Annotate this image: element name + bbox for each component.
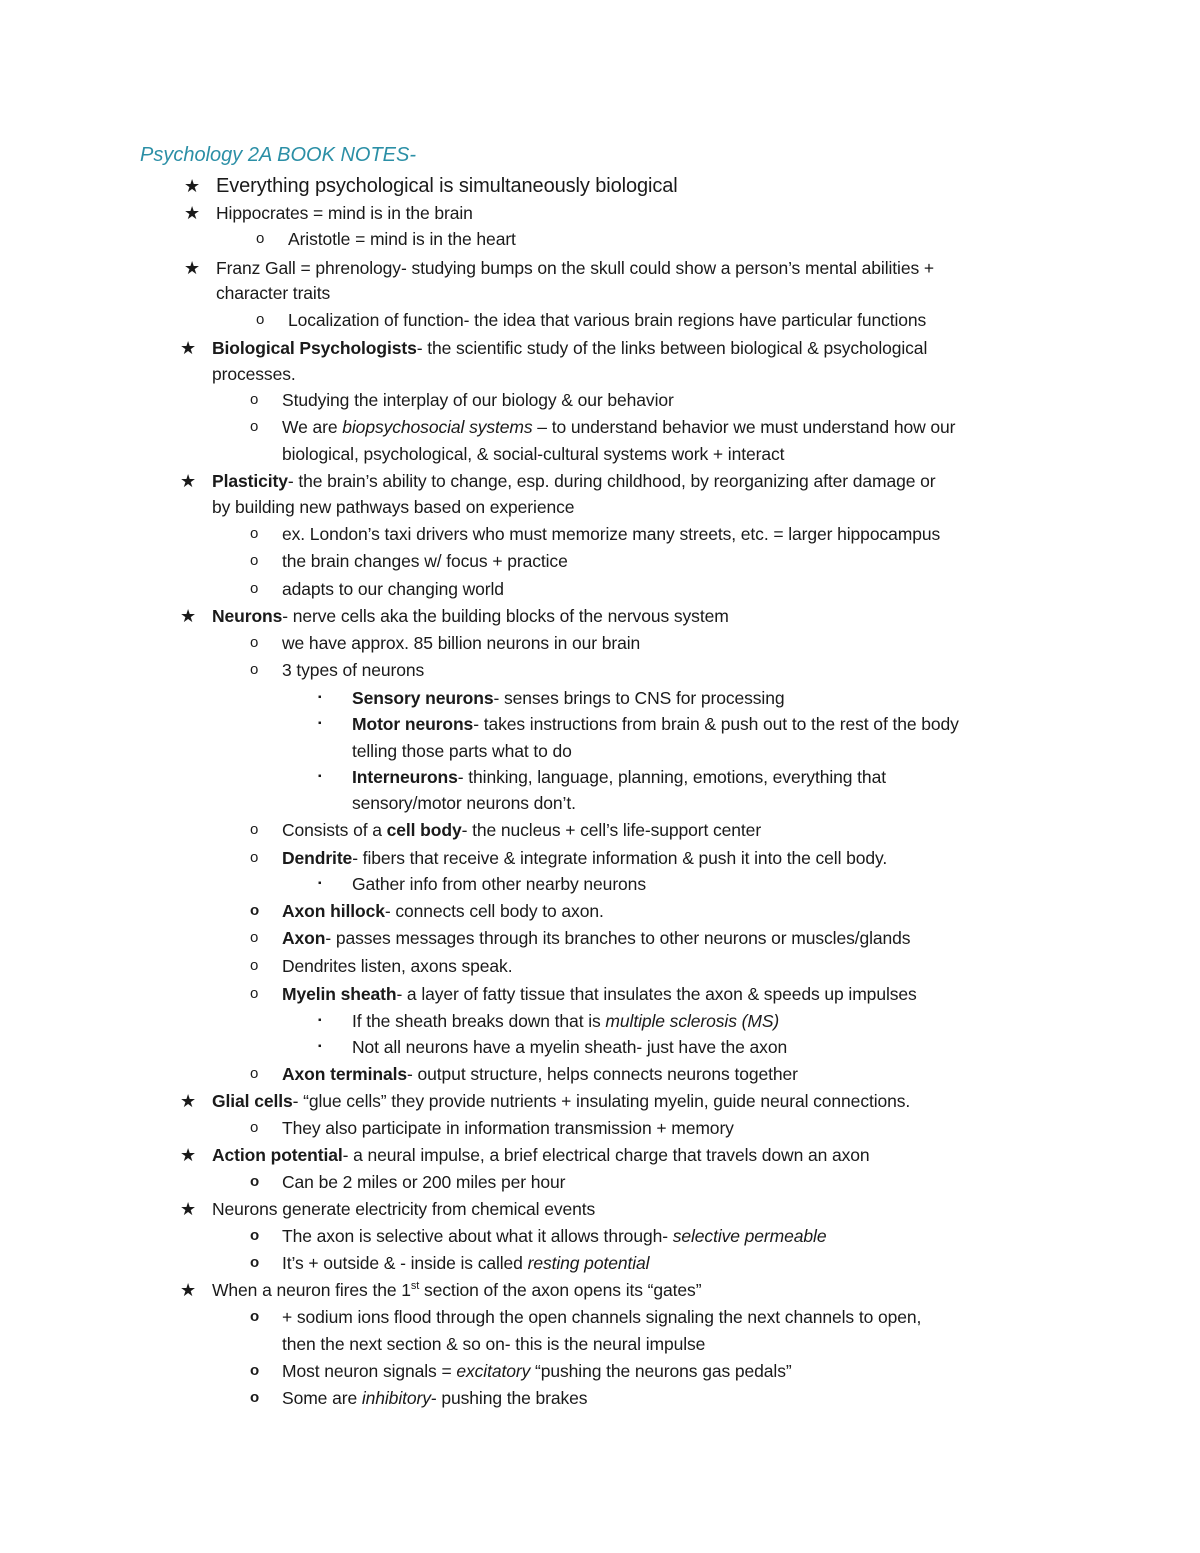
note-line: Dendrite- fibers that receive & integrate information & push it into the cell body. bbox=[282, 848, 888, 868]
circle-bullet-icon: o bbox=[250, 849, 259, 866]
note-line: processes. bbox=[212, 364, 296, 384]
circle-bullet-icon: o bbox=[250, 1362, 260, 1379]
note-line: character traits bbox=[216, 283, 331, 303]
note-line: we have approx. 85 billion neurons in our brain bbox=[282, 633, 641, 653]
square-bullet-icon: ▪ bbox=[318, 1041, 322, 1052]
note-line: Axon terminals- output structure, helps connects neurons together bbox=[282, 1064, 798, 1084]
term: Interneurons bbox=[352, 767, 458, 787]
square-bullet-icon: ▪ bbox=[318, 878, 322, 889]
note-line: Action potential- a neural impulse, a brief electrical charge that travels down an axon bbox=[212, 1145, 870, 1165]
note-line: ex. London’s taxi drivers who must memorize many streets, etc. = larger hippocampus bbox=[282, 524, 941, 544]
note-line: It’s + outside & - inside is called resting potential bbox=[282, 1253, 650, 1273]
note-line: Aristotle = mind is in the heart bbox=[288, 229, 516, 249]
square-bullet-icon: ▪ bbox=[318, 692, 322, 703]
note-line: Consists of a cell body- the nucleus + cell’s life-support center bbox=[282, 820, 762, 840]
term: Axon terminals bbox=[282, 1064, 408, 1084]
square-bullet-icon: ▪ bbox=[318, 1015, 322, 1026]
circle-bullet-icon: o bbox=[250, 957, 259, 974]
note-line: Dendrites listen, axons speak. bbox=[282, 956, 513, 976]
star-bullet-icon: ★ bbox=[180, 1145, 197, 1165]
circle-bullet-icon: o bbox=[256, 230, 265, 247]
star-bullet-icon: ★ bbox=[184, 203, 201, 223]
term: Dendrite bbox=[282, 848, 353, 868]
term: Glial cells bbox=[212, 1091, 293, 1111]
note-line: Sensory neurons- senses brings to CNS for processing bbox=[352, 688, 785, 708]
term: Neurons bbox=[212, 606, 283, 626]
star-bullet-icon: ★ bbox=[184, 176, 201, 196]
circle-bullet-icon: o bbox=[250, 1308, 260, 1325]
note-line: If the sheath breaks down that is multiple sclerosis (MS) bbox=[352, 1011, 780, 1031]
circle-bullet-icon: o bbox=[250, 985, 259, 1002]
circle-bullet-icon: o bbox=[256, 311, 265, 328]
note-line: Myelin sheath- a layer of fatty tissue that insulates the axon & speeds up impulses bbox=[282, 984, 917, 1004]
circle-bullet-icon: o bbox=[250, 1389, 260, 1406]
term: Myelin sheath bbox=[282, 984, 397, 1004]
circle-bullet-icon: o bbox=[250, 902, 260, 919]
note-line: Most neuron signals = excitatory “pushing the neurons gas pedals” bbox=[282, 1361, 792, 1381]
note-line: Interneurons- thinking, language, planning, emotions, everything that bbox=[352, 767, 886, 787]
term: Action potential bbox=[212, 1145, 343, 1165]
term: Plasticity bbox=[212, 471, 288, 491]
circle-bullet-icon: o bbox=[250, 929, 259, 946]
circle-bullet-icon: o bbox=[250, 821, 259, 838]
note-line: Axon hillock- connects cell body to axon. bbox=[282, 901, 604, 921]
circle-bullet-icon: o bbox=[250, 1254, 260, 1271]
note-line: Gather info from other nearby neurons bbox=[352, 874, 646, 894]
note-line: telling those parts what to do bbox=[352, 741, 572, 761]
term: Motor neurons bbox=[352, 714, 474, 734]
note-line: Hippocrates = mind is in the brain bbox=[216, 203, 473, 223]
star-bullet-icon: ★ bbox=[180, 606, 197, 626]
star-bullet-icon: ★ bbox=[180, 1199, 197, 1219]
star-bullet-icon: ★ bbox=[184, 258, 201, 278]
note-line: We are biopsychosocial systems – to understand behavior we must understand how our bbox=[282, 417, 956, 437]
term: Axon hillock bbox=[282, 901, 385, 921]
document-title: Psychology 2A BOOK NOTES- bbox=[140, 144, 417, 166]
star-bullet-icon: ★ bbox=[180, 1091, 197, 1111]
term: Biological Psychologists bbox=[212, 338, 417, 358]
term: Sensory neurons bbox=[352, 688, 494, 708]
note-line: by building new pathways based on experience bbox=[212, 497, 575, 517]
note-line: Everything psychological is simultaneously biological bbox=[216, 175, 678, 197]
note-line: then the next section & so on- this is the neural impulse bbox=[282, 1334, 706, 1354]
note-line: Plasticity- the brain’s ability to change, esp. during childhood, by reorganizing after damage or bbox=[212, 471, 936, 491]
note-line: Neurons- nerve cells aka the building blocks of the nervous system bbox=[212, 606, 729, 626]
note-line: Axon- passes messages through its branches to other neurons or muscles/glands bbox=[282, 928, 911, 948]
note-line: Studying the interplay of our biology & our behavior bbox=[282, 390, 674, 410]
note-line: adapts to our changing world bbox=[282, 579, 504, 599]
note-line: biological, psychological, & social-cultural systems work + interact bbox=[282, 444, 785, 464]
note-line: Some are inhibitory- pushing the brakes bbox=[282, 1388, 588, 1408]
star-bullet-icon: ★ bbox=[180, 338, 197, 358]
square-bullet-icon: ▪ bbox=[318, 718, 322, 729]
term: Axon bbox=[282, 928, 326, 948]
circle-bullet-icon: o bbox=[250, 580, 259, 597]
note-line: the brain changes w/ focus + practice bbox=[282, 551, 568, 571]
note-line: Glial cells- “glue cells” they provide nutrients + insulating myelin, guide neural connections. bbox=[212, 1091, 911, 1111]
note-line: sensory/motor neurons don’t. bbox=[352, 793, 576, 813]
circle-bullet-icon: o bbox=[250, 418, 259, 435]
note-line: Not all neurons have a myelin sheath- just have the axon bbox=[352, 1037, 788, 1057]
square-bullet-icon: ▪ bbox=[318, 771, 322, 782]
note-line: When a neuron fires the 1st section of the axon opens its “gates” bbox=[212, 1280, 702, 1300]
circle-bullet-icon: o bbox=[250, 525, 259, 542]
note-line: Motor neurons- takes instructions from brain & push out to the rest of the body bbox=[352, 714, 959, 734]
star-bullet-icon: ★ bbox=[180, 471, 197, 491]
note-line: The axon is selective about what it allows through- selective permeable bbox=[282, 1226, 827, 1246]
circle-bullet-icon: o bbox=[250, 391, 259, 408]
note-line: 3 types of neurons bbox=[282, 660, 425, 680]
circle-bullet-icon: o bbox=[250, 1173, 260, 1190]
term: cell body bbox=[386, 820, 462, 840]
note-line: + sodium ions flood through the open channels signaling the next channels to open, bbox=[282, 1307, 922, 1327]
circle-bullet-icon: o bbox=[250, 661, 259, 678]
note-line: They also participate in information transmission + memory bbox=[282, 1118, 734, 1138]
star-bullet-icon: ★ bbox=[180, 1280, 197, 1300]
note-line: Localization of function- the idea that various brain regions have particular functions bbox=[288, 310, 927, 330]
circle-bullet-icon: o bbox=[250, 1119, 259, 1136]
note-line: Franz Gall = phrenology- studying bumps on the skull could show a person’s mental abilities + bbox=[216, 258, 934, 278]
circle-bullet-icon: o bbox=[250, 1065, 259, 1082]
note-line: Can be 2 miles or 200 miles per hour bbox=[282, 1172, 566, 1192]
note-line: Biological Psychologists- the scientific study of the links between biological & psychological bbox=[212, 338, 928, 358]
circle-bullet-icon: o bbox=[250, 1227, 260, 1244]
circle-bullet-icon: o bbox=[250, 552, 259, 569]
note-line: Neurons generate electricity from chemical events bbox=[212, 1199, 596, 1219]
circle-bullet-icon: o bbox=[250, 634, 259, 651]
